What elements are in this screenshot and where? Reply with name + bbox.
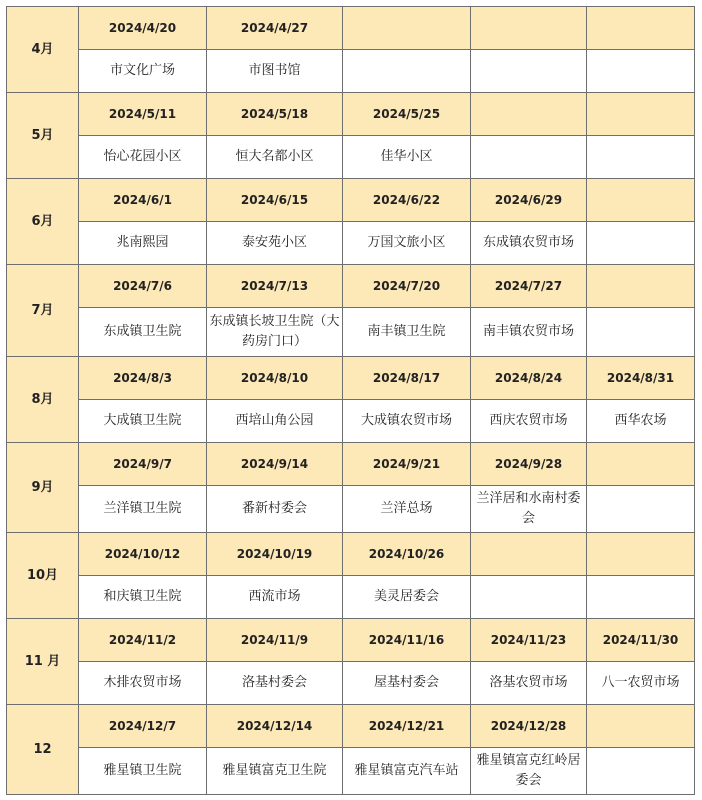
- date-cell: 2024/10/12: [79, 533, 207, 576]
- date-cell: 2024/4/20: [79, 7, 207, 50]
- place-cell: 东成镇农贸市场: [471, 222, 587, 265]
- place-cell: [587, 50, 695, 93]
- date-cell: 2024/4/27: [207, 7, 343, 50]
- month-cell: 10月: [7, 533, 79, 619]
- place-cell: 南丰镇卫生院: [343, 308, 471, 357]
- place-row: [7, 136, 695, 179]
- place-row: [7, 308, 695, 357]
- date-row: [7, 533, 695, 576]
- place-row: [7, 400, 695, 443]
- place-cell: 番新村委会: [207, 486, 343, 533]
- place-row: [7, 576, 695, 619]
- place-cell: 八一农贸市场: [587, 662, 695, 705]
- date-cell: 2024/10/19: [207, 533, 343, 576]
- place-cell: [587, 748, 695, 795]
- place-cell: 万国文旅小区: [343, 222, 471, 265]
- place-cell: 木排农贸市场: [79, 662, 207, 705]
- place-cell: [471, 576, 587, 619]
- place-cell: [587, 576, 695, 619]
- date-cell: 2024/8/3: [79, 357, 207, 400]
- place-row: [7, 222, 695, 265]
- place-cell: [343, 50, 471, 93]
- date-cell: 2024/9/28: [471, 443, 587, 486]
- date-cell: [587, 705, 695, 748]
- date-cell: 2024/8/31: [587, 357, 695, 400]
- date-cell: [471, 533, 587, 576]
- place-cell: 雅星镇卫生院: [79, 748, 207, 795]
- place-cell: [587, 308, 695, 357]
- place-cell: 雅星镇富克卫生院: [207, 748, 343, 795]
- place-cell: 洛基村委会: [207, 662, 343, 705]
- date-cell: 2024/6/29: [471, 179, 587, 222]
- month-cell: 11 月: [7, 619, 79, 705]
- date-cell: 2024/8/10: [207, 357, 343, 400]
- date-cell: 2024/11/9: [207, 619, 343, 662]
- place-cell: 兰洋镇卫生院: [79, 486, 207, 533]
- date-cell: 2024/9/21: [343, 443, 471, 486]
- place-row: [7, 486, 695, 533]
- place-cell: 东成镇长坡卫生院（大药房门口）: [207, 308, 343, 357]
- place-cell: 兰洋总场: [343, 486, 471, 533]
- date-cell: 2024/7/27: [471, 265, 587, 308]
- date-cell: 2024/11/30: [587, 619, 695, 662]
- date-row: [7, 265, 695, 308]
- place-row: [7, 662, 695, 705]
- date-cell: [587, 93, 695, 136]
- month-cell: 4月: [7, 7, 79, 93]
- date-cell: 2024/6/22: [343, 179, 471, 222]
- date-cell: 2024/9/7: [79, 443, 207, 486]
- place-cell: 南丰镇农贸市场: [471, 308, 587, 357]
- place-cell: 大成镇农贸市场: [343, 400, 471, 443]
- date-cell: 2024/9/14: [207, 443, 343, 486]
- place-cell: 市文化广场: [79, 50, 207, 93]
- date-row: [7, 619, 695, 662]
- date-row: [7, 7, 695, 50]
- date-cell: 2024/12/21: [343, 705, 471, 748]
- month-cell: 12: [7, 705, 79, 795]
- date-cell: 2024/6/1: [79, 179, 207, 222]
- place-cell: 兆南熙园: [79, 222, 207, 265]
- place-cell: 东成镇卫生院: [79, 308, 207, 357]
- date-cell: [471, 7, 587, 50]
- place-cell: 兰洋居和水南村委会: [471, 486, 587, 533]
- month-cell: 8月: [7, 357, 79, 443]
- place-cell: 雅星镇富克红岭居委会: [471, 748, 587, 795]
- date-cell: 2024/12/14: [207, 705, 343, 748]
- place-row: [7, 50, 695, 93]
- place-cell: [587, 486, 695, 533]
- place-cell: 佳华小区: [343, 136, 471, 179]
- place-cell: 屋基村委会: [343, 662, 471, 705]
- date-cell: [587, 443, 695, 486]
- date-cell: 2024/8/17: [343, 357, 471, 400]
- date-cell: 2024/12/7: [79, 705, 207, 748]
- date-cell: [587, 533, 695, 576]
- place-cell: 大成镇卫生院: [79, 400, 207, 443]
- place-row: [7, 748, 695, 795]
- date-cell: 2024/11/23: [471, 619, 587, 662]
- place-cell: [587, 136, 695, 179]
- month-cell: 7月: [7, 265, 79, 357]
- place-cell: [587, 222, 695, 265]
- date-cell: 2024/7/13: [207, 265, 343, 308]
- date-row: [7, 93, 695, 136]
- month-cell: 5月: [7, 93, 79, 179]
- date-cell: 2024/7/6: [79, 265, 207, 308]
- place-cell: 洛基农贸市场: [471, 662, 587, 705]
- place-cell: [471, 50, 587, 93]
- place-cell: 西庆农贸市场: [471, 400, 587, 443]
- place-cell: 西流市场: [207, 576, 343, 619]
- date-cell: 2024/12/28: [471, 705, 587, 748]
- date-cell: 2024/11/16: [343, 619, 471, 662]
- place-cell: [471, 136, 587, 179]
- date-cell: 2024/6/15: [207, 179, 343, 222]
- date-row: [7, 443, 695, 486]
- schedule-table: [6, 6, 695, 795]
- place-cell: 怡心花园小区: [79, 136, 207, 179]
- month-cell: 9月: [7, 443, 79, 533]
- date-cell: 2024/10/26: [343, 533, 471, 576]
- date-cell: 2024/5/11: [79, 93, 207, 136]
- date-cell: [343, 7, 471, 50]
- date-cell: 2024/5/18: [207, 93, 343, 136]
- date-cell: [587, 179, 695, 222]
- place-cell: 市图书馆: [207, 50, 343, 93]
- date-row: [7, 357, 695, 400]
- date-cell: 2024/7/20: [343, 265, 471, 308]
- date-cell: [471, 93, 587, 136]
- place-cell: 和庆镇卫生院: [79, 576, 207, 619]
- date-cell: 2024/8/24: [471, 357, 587, 400]
- date-cell: 2024/5/25: [343, 93, 471, 136]
- date-cell: [587, 7, 695, 50]
- place-cell: 泰安苑小区: [207, 222, 343, 265]
- place-cell: 西培山角公园: [207, 400, 343, 443]
- date-row: [7, 705, 695, 748]
- place-cell: 雅星镇富克汽车站: [343, 748, 471, 795]
- month-cell: 6月: [7, 179, 79, 265]
- place-cell: 恒大名都小区: [207, 136, 343, 179]
- place-cell: 美灵居委会: [343, 576, 471, 619]
- date-row: [7, 179, 695, 222]
- date-cell: [587, 265, 695, 308]
- place-cell: 西华农场: [587, 400, 695, 443]
- date-cell: 2024/11/2: [79, 619, 207, 662]
